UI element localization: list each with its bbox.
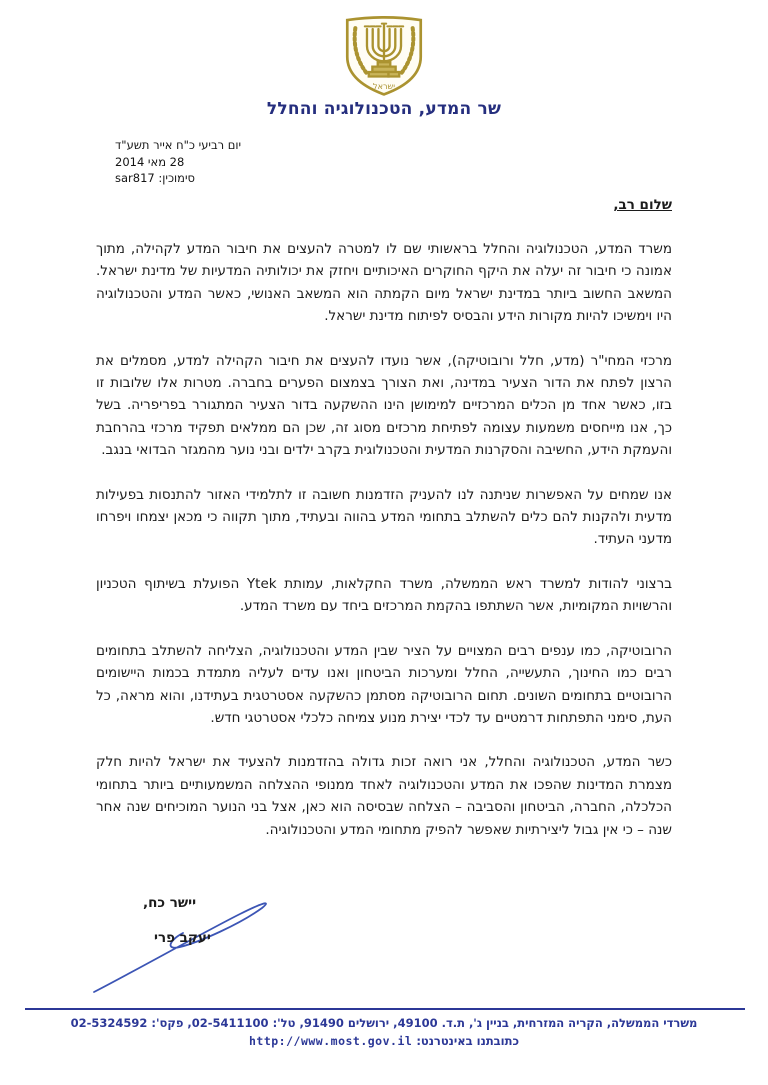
emblem-caption: ישראל bbox=[373, 82, 395, 92]
footer-divider bbox=[25, 1008, 745, 1010]
letter-body bbox=[96, 238, 672, 863]
paragraph-6: כשר המדע, הטכנולוגיה והחלל, אני רואה זכות גדולה בהזדמנות להצעיד את ישראל להיות חלק מצמרת המדינות שהפכו את המדע והטכנולוגיה לאחד ממנופי ההצלחה המשמעותיים ביותר בתחומי הכלכלה, החברה, הביטחון והסביבה – הצלחה שבסיסה הוא כאן, אצל בני הנוער המוכיחים שנה אחר שנה – כי אין גבול ליצירתיות שאפשר להפיק מתחומי המדע והטכנולוגיה. bbox=[96, 754, 672, 838]
date-reference-block bbox=[115, 137, 241, 187]
reference-number: סימוכין: sar817 bbox=[115, 171, 196, 185]
paragraph-5: הרובוטיקה, כמו ענפים רבים המצויים על הציר שבין המדע והטכנולוגיה, הצליחה להשתלב בתחומים רבים כמו החינוך, התעשייה, החלל ומערכות הביטחון ואנו עדים לעליה מתמדת בכמות היישומים הרובוטיים בתחומים השונים. תחום הרובוטיקה מסתמן כהשקעה אסטרטגית בעתידנו, והוא מראה, כל העת, סימני התפתחות דרמטיים עד לכדי יצירת מנוע צמיחה כלכלי אסטרטגי חדש. bbox=[96, 642, 672, 726]
signature-closing: יישר כח, bbox=[143, 895, 197, 911]
signature-block bbox=[88, 893, 288, 997]
footer-address-line: משרדי הממשלה, הקריה המזרחית, בניין ג', ת.ד. 49100, ירושלים 91490, טל': 02-5411100, פקס': 02-5324592 bbox=[70, 1016, 698, 1030]
footer-web-line bbox=[0, 1033, 768, 1051]
footer bbox=[0, 1015, 768, 1050]
footer-website-url: http://www.most.gov.il bbox=[248, 1033, 413, 1048]
greeting: שלום רב, bbox=[613, 197, 672, 213]
date-hebrew: יום רביעי כ"ח אייר תשע"ד bbox=[115, 138, 242, 152]
paragraph-3: אנו שמחים על האפשרות שניתנה לנו להעניק הזדמנות חשובה זו לתלמידי האזור להתנסות בפעילות מדעית ולהקנות להם כלים להשתלב בתחומי המדע בהווה ובעתיד, מתוך תקווה כי מכאן יצמחו ויפרחו מדעני העתיד. bbox=[96, 486, 672, 548]
state-emblem-icon bbox=[326, 12, 442, 98]
paragraph-1: משרד המדע, הטכנולוגיה והחלל בראשותי שם לו למטרה להעצים את חיבור המדע לקהילה, מתוך אמונה כי חיבור זה יעלה את היקף החוקרים האיכותיים ויחזק את יכולותיה המדעיות של מדינת ישראל. המשאב החשוב ביותר במדינת ישראל מיום הקמתה הוא המשאב האנושי, כאשר המדע והטכנולוגיה היו וימשיכו להיות מקורות הידע והבסיס לפיתוח מדינת ישראל. bbox=[96, 241, 672, 325]
paragraph-2: מרכזי המחי"ר (מדע, חלל ורובוטיקה), אשר נועדו להעצים את חיבור הקהילה למדע, מסמלים את הרצון לפתח את הדור הצעיר במדינה, ואת הצורך בצמצום הפערים בחברה. מטרות אלו שלובות זו בזו, כאשר אחד מן הכלים המרכזיים למימושן הינו ההשקעה בדור הצעיר המתגורר בפריפריה. בשל כך, אנו מייחסים משמעות עצומה לפתיחת מרכזים מסוג זה, שכן הם ממלאים תפקיד מרכזי בהרחבת והעמקת הידע, החשיבה והסקרנות המדעית והטכנולוגית בקרב ילדים ובני נוער מהמגזר הבדואי בנגב. bbox=[96, 352, 672, 459]
footer-web-label: כתובתנו באינטרנט: bbox=[412, 1033, 520, 1048]
israel-state-emblem bbox=[326, 12, 442, 98]
page-title: שר המדע, הטכנולוגיה והחלל bbox=[266, 99, 502, 119]
paragraph-4: ברצוני להודות למשרד ראש הממשלה, משרד החקלאות, עמותת Ytek הפועלת בשיתוף הטכניון והרשויות המקומיות, אשר השתתפו בהקמת המרכזים ביחד עם משרד המדע. bbox=[96, 575, 672, 615]
date-gregorian: 28 מאי 2014 bbox=[115, 154, 185, 169]
signatory-name: יעקב פרי bbox=[154, 930, 211, 946]
